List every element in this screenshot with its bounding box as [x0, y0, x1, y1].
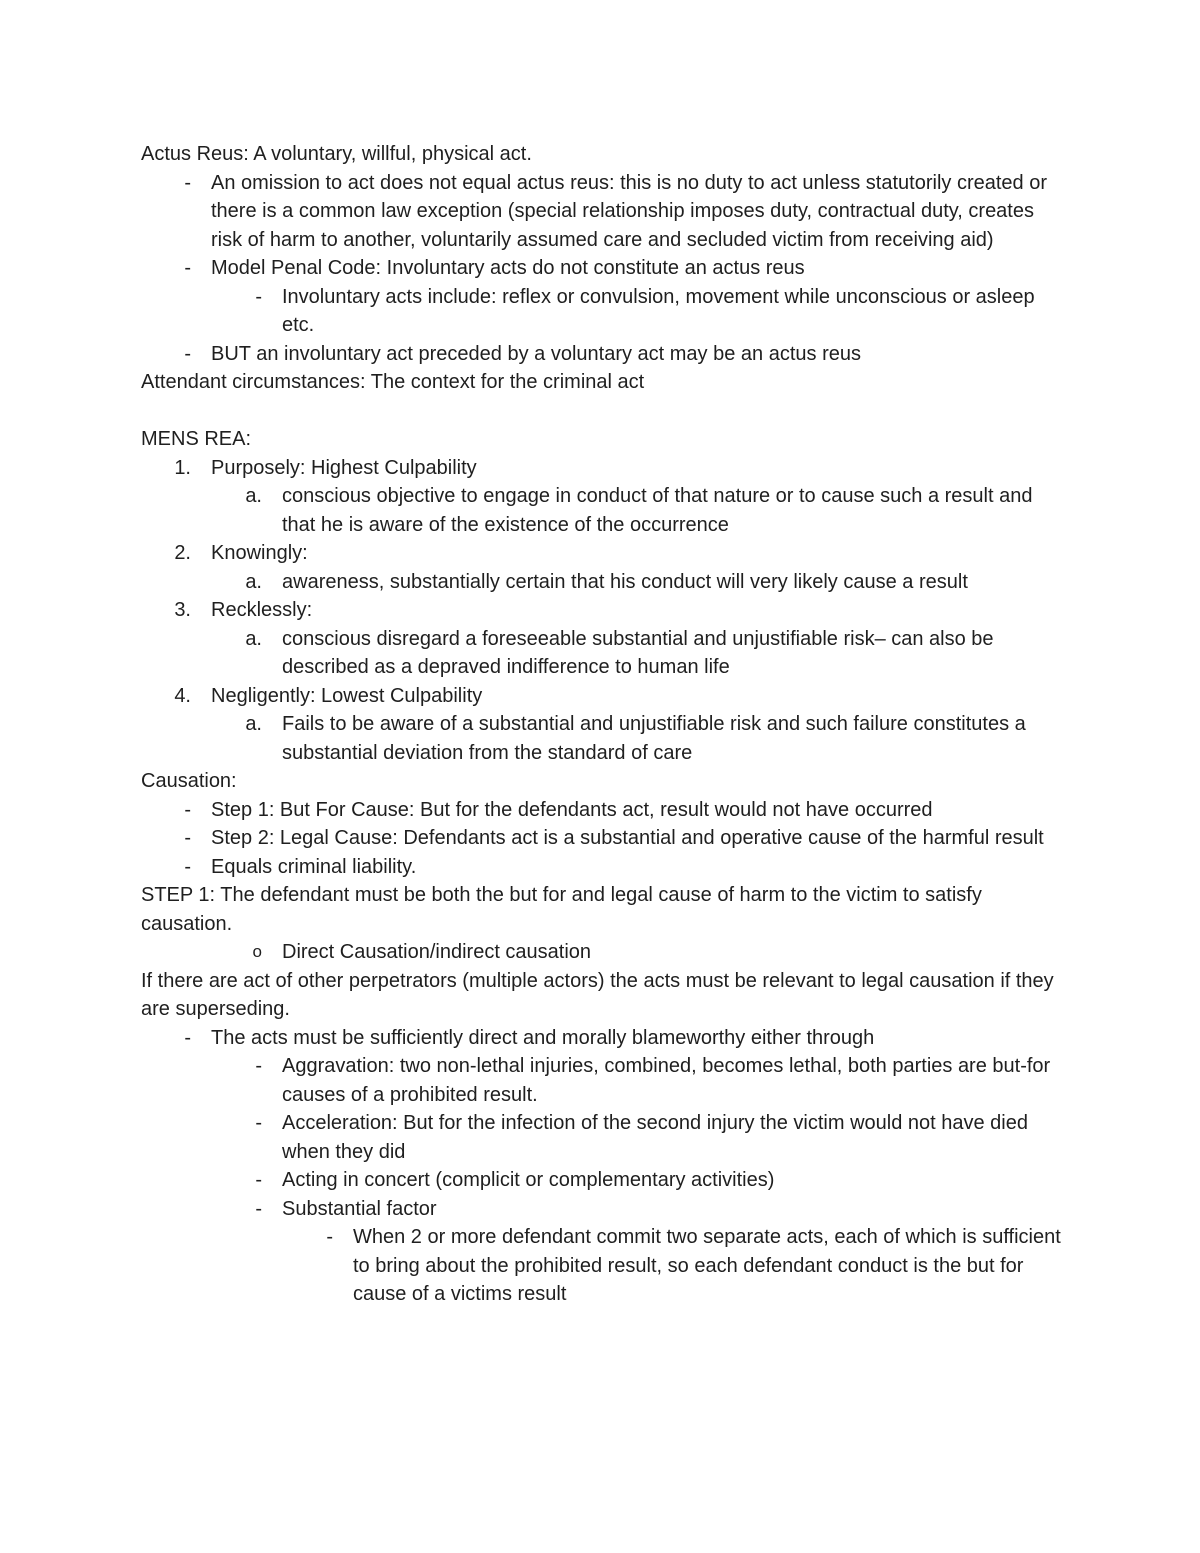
dash-bullet: - — [184, 798, 191, 821]
paragraph — [141, 425, 1061, 454]
list-item — [141, 454, 1061, 483]
dash-bullet: - — [255, 1055, 262, 1077]
line-text: Causation: — [141, 770, 237, 792]
list-item — [141, 482, 1061, 539]
line-text: Aggravation: two non-lethal injuries, combined, becomes lethal, both parties are but-for causes of a prohibited result. — [282, 1055, 1051, 1106]
list-number: a. — [245, 627, 262, 650]
line-text: Recklessly: — [211, 599, 313, 621]
list-item — [141, 682, 1061, 711]
paragraph — [141, 881, 1061, 938]
list-item — [141, 340, 1061, 369]
line-text: Acting in concert (complicit or complementary activities) — [282, 1169, 775, 1191]
list-item — [141, 169, 1061, 255]
line-text: Negligently: Lowest Culpability — [211, 684, 483, 707]
list-number: a. — [245, 713, 262, 735]
line-text: Involuntary acts include: reflex or convulsion, movement while unconscious or asleep etc. — [282, 285, 1035, 336]
line-text: Purposely: Highest Culpability — [211, 456, 477, 479]
line-text: Fails to be aware of a substantial and unjustifiable risk and such failure constitutes a substantial deviation from the standard of care — [282, 713, 1026, 764]
line-text: Direct Causation/indirect causation — [282, 941, 592, 963]
line-text: Knowingly: — [211, 542, 308, 564]
list-item — [141, 1223, 1061, 1309]
line-text: STEP 1: The defendant must be both the but for and legal cause of harm to the victim to satisfy causation. — [141, 884, 982, 935]
line-text: awareness, substantially certain that his conduct will very likely cause a result — [282, 570, 968, 593]
line-text: Acceleration: But for the infection of the second injury the victim would not have died when they did — [282, 1112, 1028, 1163]
dash-bullet: - — [326, 1226, 333, 1248]
list-item — [141, 1052, 1061, 1109]
line-text: Substantial factor — [282, 1197, 437, 1220]
list-item — [141, 853, 1061, 882]
line-text: Equals criminal liability. — [211, 855, 417, 878]
dash-bullet: - — [184, 257, 191, 279]
line-text: An omission to act does not equal actus reus: this is no duty to act unless statutorily created or there is a common law exception (special relationship imposes duty, contractual duty, creates risk of harm to another, voluntarily assumed care and secluded victim from receiving aid) — [211, 171, 1047, 251]
line-text: Step 2: Legal Cause: Defendants act is a substantial and operative cause of the harmful result — [211, 827, 1044, 849]
list-number: 1. — [174, 456, 191, 479]
dash-bullet: - — [184, 1026, 191, 1049]
paragraph — [141, 397, 1061, 426]
dash-bullet: - — [255, 285, 262, 308]
document-page — [141, 140, 1061, 1309]
line-text: The acts must be sufficiently direct and morally blameworthy either through — [211, 1026, 875, 1049]
dash-bullet: - — [255, 1112, 262, 1134]
dash-bullet: - — [184, 171, 191, 194]
list-item — [141, 710, 1061, 767]
list-item — [141, 938, 1061, 967]
list-number: a. — [245, 485, 262, 507]
list-number: 3. — [174, 599, 191, 621]
dash-bullet: - — [184, 342, 191, 365]
paragraph — [141, 767, 1061, 796]
dash-bullet: - — [255, 1169, 262, 1191]
dash-bullet: - — [184, 855, 191, 878]
dash-bullet: - — [255, 1197, 262, 1220]
line-text: Attendant circumstances: The context for the criminal act — [141, 371, 645, 393]
paragraph — [141, 140, 1061, 169]
line-text: conscious objective to engage in conduct of that nature or to cause such a result and that he is aware of the existence of the occurrence — [282, 485, 1033, 536]
list-number: 4. — [174, 684, 191, 707]
list-number: a. — [245, 570, 262, 593]
list-item — [141, 539, 1061, 568]
list-item — [141, 625, 1061, 682]
list-item — [141, 1109, 1061, 1166]
list-number: 2. — [174, 542, 191, 564]
line-text: Actus Reus: A voluntary, willful, physical act. — [141, 143, 532, 165]
line-text: If there are act of other perpetrators (multiple actors) the acts must be relevant to legal causation if they are superseding. — [141, 969, 1054, 1020]
list-item — [141, 1195, 1061, 1224]
list-item — [141, 1024, 1061, 1053]
list-item — [141, 1166, 1061, 1195]
paragraph — [141, 368, 1061, 397]
circle-bullet: o — [252, 942, 262, 961]
line-text: BUT an involuntary act preceded by a voluntary act may be an actus reus — [211, 342, 861, 365]
line-text: conscious disregard a foreseeable substantial and unjustifiable risk– can also be described as a depraved indifference to human life — [282, 627, 994, 678]
line-text: When 2 or more defendant commit two separate acts, each of which is sufficient to bring about the prohibited result, so each defendant conduct is the but for cause of a victims result — [353, 1226, 1061, 1305]
dash-bullet: - — [184, 827, 191, 849]
list-item — [141, 283, 1061, 340]
line-text: MENS REA: — [141, 428, 252, 450]
line-text: Model Penal Code: Involuntary acts do not constitute an actus reus — [211, 257, 805, 279]
list-item — [141, 254, 1061, 283]
list-item — [141, 596, 1061, 625]
paragraph — [141, 967, 1061, 1024]
list-item — [141, 824, 1061, 853]
line-text: Step 1: But For Cause: But for the defendants act, result would not have occurred — [211, 798, 933, 821]
list-item — [141, 568, 1061, 597]
list-item — [141, 796, 1061, 825]
notes-body — [141, 140, 1061, 1309]
